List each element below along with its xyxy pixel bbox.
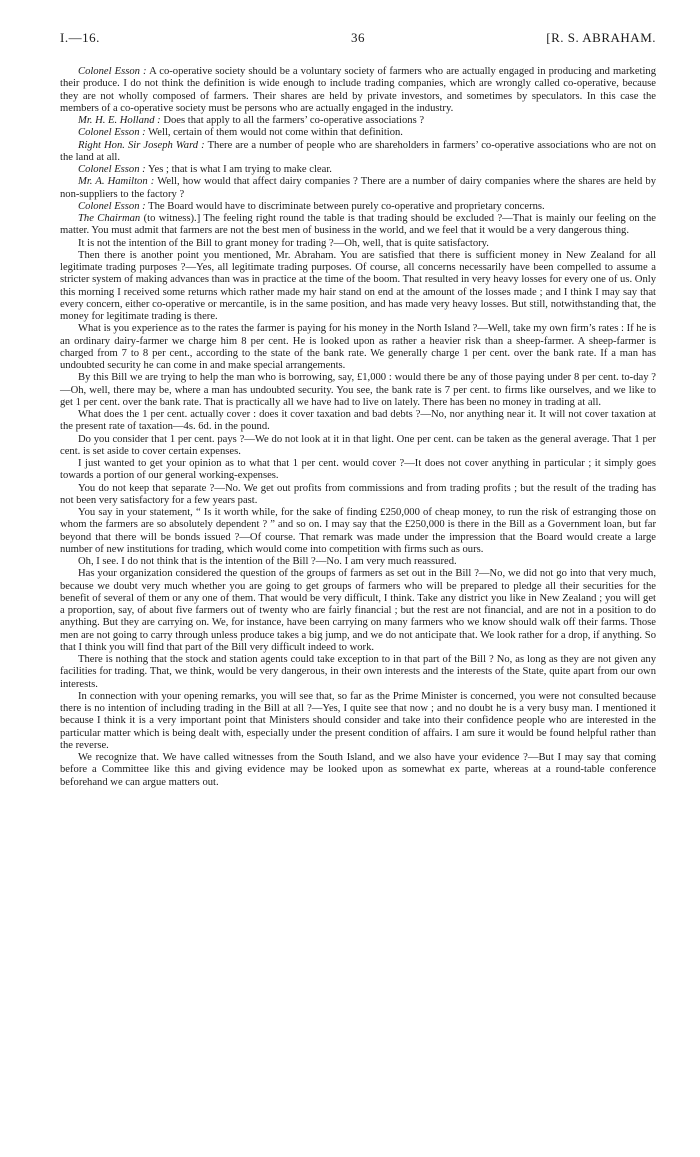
- paragraph-text: Has your organization considered the question of the groups of farmers as set out in the Bill ?—No, we did not go into that very much, because we doubt very much whether you are going to get groups of farmers who will be prepared to pledge all their securities for the benefit of several of them or any one of them. That would be very difficult, I think. Take any district you like in New Zealand ; you will get a proportion, say, of about five farmers out of twenty who are fairly financial ; but the rest are not financial, and are not in a position to do anything. But they are carrying on. We, for instance, have been carrying on many farmers who we know should walk off their farms. Those men are not going to carry through unless produce takes a big jump, and we do not anticipate that. We look rather for a drop, if anything. So that I think you will find that part of the Bill very difficult indeed to work.: [60, 568, 656, 653]
- paragraph: [60, 434, 656, 459]
- paragraph: [60, 409, 656, 434]
- paragraph-text: By this Bill we are trying to help the man who is borrowing, say, £1,000 : would there be any of those paying under 8 per cent. to-day ?—Oh, well, there may be, where a man has undoubted security. You see, the bank rate is 7 per cent. to firms like ourselves, and we like to get 1 per cent. over the bank rate. That is practically all we have had to live on lately. There has been no money in trading at all.: [60, 372, 656, 408]
- page-header: [60, 30, 656, 52]
- paragraph: [60, 201, 656, 213]
- speaker-name: Colonel Esson :: [78, 66, 147, 77]
- paragraph-text: It is not the intention of the Bill to grant money for trading ?—Oh, well, that is quite satisfactory.: [78, 237, 489, 249]
- speaker-name: Mr. H. E. Holland :: [78, 115, 161, 126]
- paragraph-text: (to witness).] The feeling right round the table is that trading should be excluded ?—That is mainly our feeling on the matter. You must admit that farmers are not the best men of business in the world, and we feel that it would be a very dangerous thing.: [60, 213, 656, 237]
- paragraph-text: The Board would have to discriminate between purely co-operative and proprietary concerns.: [145, 200, 545, 212]
- paragraph: [60, 752, 656, 789]
- paragraph: [60, 323, 656, 372]
- document-body: [60, 66, 656, 789]
- speaker-name: Right Hon. Sir Joseph Ward :: [78, 139, 205, 151]
- speaker-name: Mr. A. Hamilton :: [78, 176, 155, 188]
- paragraph-text: I just wanted to get your opinion as to what that 1 per cent. would cover ?—It does not cover anything in particular ; it simply goes towards a portion of our general working-expenses.: [60, 458, 656, 482]
- paragraph: [60, 66, 656, 115]
- page-number: 36: [351, 30, 365, 45]
- paragraph-text: Do you consider that 1 per cent. pays ?—We do not look at it in that light. One per cent. can be taken as the general average. That 1 per cent. is set aside to cover certain expenses.: [60, 433, 656, 457]
- paragraph-text: There are a number of people who are shareholders in farmers’ co-operative associations who are not on the land at all.: [60, 139, 656, 163]
- paragraph-text: Well, certain of them would not come within that definition.: [145, 127, 403, 139]
- paragraph: [60, 176, 656, 201]
- speaker-name: Colonel Esson :: [78, 200, 146, 212]
- paragraph: [60, 691, 656, 752]
- paragraph-text: You say in your statement, “ Is it worth while, for the sake of finding £250,000 of cheap money, to run the risk of estranging those on whom the farmers are so absolutely dependent ? ” and so on. I may say that the £250,000 is there in the Bill as a Government loan, but far beyond that there will be bonds issued ?—Of course. That remark was made under the impression that the Board would create a large number of new institutions for trading, which would come into competition with firms such as ours.: [60, 507, 656, 555]
- paragraph: [60, 164, 656, 176]
- paragraph-text: Yes ; that is what I am trying to make clear.: [145, 164, 332, 175]
- paragraph-text: What does the 1 per cent. actually cover : does it cover taxation and bad debts ?—No, nor anything near it. It will not cover taxation at the present rate of taxation—4s. 6d. in the pound.: [60, 409, 656, 433]
- paragraph-text: What is you experience as to the rates the farmer is paying for his money in the North Island ?—Well, take my own firm’s rates : If he is an ordinary dairy-farmer we charge him 8 per cent. He is looked upon as rather a heavier risk than a sheep-farmer. A sheep-farmer is charged from 7 to 8 per cent., according to the state of the bank rate. We generally charge 1 per cent. over the bank rate. If a man has undoubted security he can come in and make special arrangements.: [60, 323, 656, 371]
- speaker-name: Colonel Esson :: [78, 127, 146, 139]
- paragraph: [60, 507, 656, 556]
- paragraph-text: In connection with your opening remarks, you will see that, so far as the Prime Minister is concerned, you were not consulted because there is no intention of including trading in the Bill at all ?—Yes, I quite see that now ; and no doubt he is a very busy man. I mentioned it because I think it is a very important point that Ministers should consider and take into their confidence people who are interested in the particular matter which is being dealt with, especially under the present condition of affairs. I am sure it would be found helpful rather than the reverse.: [60, 690, 656, 751]
- paragraph: [60, 483, 656, 508]
- paragraph-text: Then there is another point you mentioned, Mr. Abraham. You are satisfied that there is sufficient money in New Zealand for all legitimate trading purposes ?—Yes, all legitimate trading purposes. Of course, all concerns necessarily have been compelled to assume a stricter system of making advances than was in practice at the time of the boom. That resulted in very heavy losses for every one of us. Only this morning I received some returns which rather made my hair stand on end at the amount of the losses made ; and I think I may say that every concern, either co-operative or mercantile, is in the same position, and has made very heavy losses. But still, notwithstanding that, the money for legitimate trading is there.: [60, 249, 656, 322]
- paragraph-text: You do not keep that separate ?—No. We get out profits from commissions and from trading profits ; but the result of the trading has not been very satisfactory for a few years past.: [60, 482, 656, 506]
- paragraph: [60, 568, 656, 654]
- paragraph-text: We recognize that. We have called witnesses from the South Island, and we also have your evidence ?—But I may say that coming before a Committee like this and giving evidence may be looked upon as somewhat ex parte, whereas at a round-table conference beforehand we can argue matters out.: [60, 752, 656, 788]
- paragraph-text: Oh, I see. I do not think that is the intention of the Bill ?—No. I am very much reassured.: [78, 556, 457, 567]
- paragraph: [60, 372, 656, 409]
- paragraph-text: Does that apply to all the farmers’ co-operative associations ?: [160, 115, 425, 126]
- paper-reference: I.—16.: [60, 30, 100, 45]
- paragraph: [60, 458, 656, 483]
- paragraph: [60, 238, 656, 250]
- paragraph: [60, 115, 656, 127]
- paragraph: [60, 127, 656, 139]
- speaker-name: Colonel Esson :: [78, 164, 146, 175]
- paragraph-text: A co-operative society should be a voluntary society of farmers who are actually engaged in producing and marketing their produce. I do not think the definition is wide enough to include trading companies, which are wrongly called co-operative, because they are not wholly composed of farmers. Their shares are held by private investors, and sometimes by speculators. In this case the members of a co-operative society must be persons who are actually engaged in the industry.: [60, 66, 656, 114]
- paragraph: [60, 250, 656, 324]
- paragraph-text: Well, how would that affect dairy companies ? There are a number of dairy companies where the shares are held by non-suppliers to the factory ?: [60, 176, 656, 200]
- paragraph: [60, 140, 656, 165]
- paragraph-text: There is nothing that the stock and station agents could take exception to in that part of the Bill ? No, as long as they are not given any facilities for trading. That, we think, would be very dangerous, in their own interests and the interests of the State, quite apart from our own interests.: [60, 654, 656, 690]
- witness-name: [R. S. ABRAHAM.: [546, 30, 656, 45]
- paragraph: [60, 654, 656, 691]
- speaker-name: The Chairman: [78, 213, 141, 224]
- paragraph: [60, 213, 656, 238]
- paragraph: [60, 556, 656, 568]
